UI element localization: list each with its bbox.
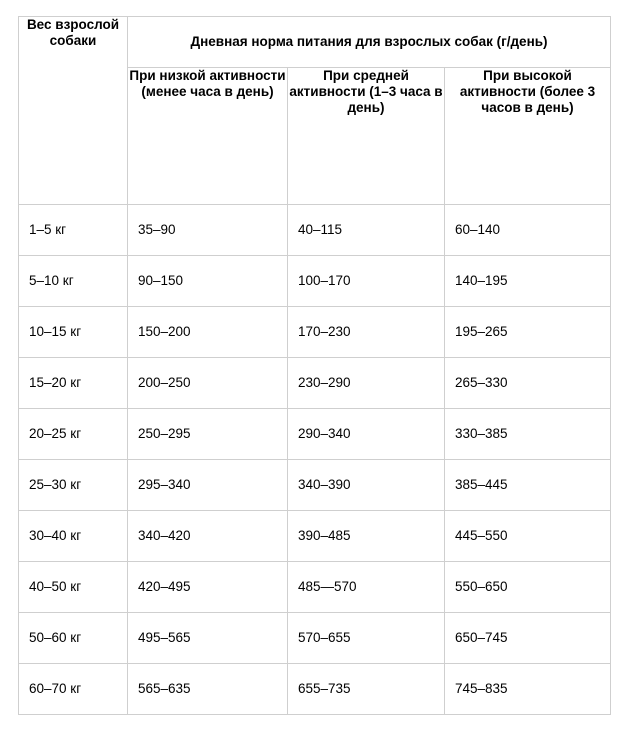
weight-cell: 60–70 кг <box>19 664 128 715</box>
medium-activity-cell: 40–115 <box>288 205 445 256</box>
medium-activity-cell: 230–290 <box>288 358 445 409</box>
medium-activity-cell: 570–655 <box>288 613 445 664</box>
low-activity-cell: 200–250 <box>128 358 288 409</box>
high-activity-cell: 60–140 <box>445 205 611 256</box>
medium-activity-cell: 290–340 <box>288 409 445 460</box>
header-row-top <box>19 17 611 68</box>
high-activity-cell: 650–745 <box>445 613 611 664</box>
weight-cell: 15–20 кг <box>19 358 128 409</box>
medium-activity-cell: 170–230 <box>288 307 445 358</box>
weight-cell: 20–25 кг <box>19 409 128 460</box>
medium-activity-cell: 100–170 <box>288 256 445 307</box>
header-daily-norm: Дневная норма питания для взрослых собак (г/день) <box>128 17 611 68</box>
low-activity-cell: 35–90 <box>128 205 288 256</box>
header-medium-activity: При средней активности (1–3 часа в день) <box>288 68 445 205</box>
high-activity-cell: 330–385 <box>445 409 611 460</box>
header-weight: Вес взрослой собаки <box>19 17 128 205</box>
low-activity-cell: 565–635 <box>128 664 288 715</box>
medium-activity-cell: 485—570 <box>288 562 445 613</box>
high-activity-cell: 745–835 <box>445 664 611 715</box>
table-row <box>19 460 611 511</box>
table-row <box>19 562 611 613</box>
table-row <box>19 613 611 664</box>
table-row <box>19 205 611 256</box>
medium-activity-cell: 340–390 <box>288 460 445 511</box>
table-row <box>19 307 611 358</box>
weight-cell: 5–10 кг <box>19 256 128 307</box>
low-activity-cell: 340–420 <box>128 511 288 562</box>
high-activity-cell: 195–265 <box>445 307 611 358</box>
low-activity-cell: 150–200 <box>128 307 288 358</box>
low-activity-cell: 250–295 <box>128 409 288 460</box>
header-high-activity: При высокой активности (более 3 часов в день) <box>445 68 611 205</box>
table-row <box>19 358 611 409</box>
high-activity-cell: 445–550 <box>445 511 611 562</box>
weight-cell: 30–40 кг <box>19 511 128 562</box>
low-activity-cell: 495–565 <box>128 613 288 664</box>
high-activity-cell: 140–195 <box>445 256 611 307</box>
feeding-norm-table <box>18 16 611 715</box>
high-activity-cell: 265–330 <box>445 358 611 409</box>
low-activity-cell: 420–495 <box>128 562 288 613</box>
medium-activity-cell: 655–735 <box>288 664 445 715</box>
weight-cell: 10–15 кг <box>19 307 128 358</box>
low-activity-cell: 295–340 <box>128 460 288 511</box>
weight-cell: 50–60 кг <box>19 613 128 664</box>
high-activity-cell: 385–445 <box>445 460 611 511</box>
weight-cell: 1–5 кг <box>19 205 128 256</box>
high-activity-cell: 550–650 <box>445 562 611 613</box>
low-activity-cell: 90–150 <box>128 256 288 307</box>
medium-activity-cell: 390–485 <box>288 511 445 562</box>
weight-cell: 40–50 кг <box>19 562 128 613</box>
header-low-activity: При низкой активности (менее часа в день) <box>128 68 288 205</box>
table-row <box>19 409 611 460</box>
table-row <box>19 256 611 307</box>
weight-cell: 25–30 кг <box>19 460 128 511</box>
table-row <box>19 664 611 715</box>
table-row <box>19 511 611 562</box>
